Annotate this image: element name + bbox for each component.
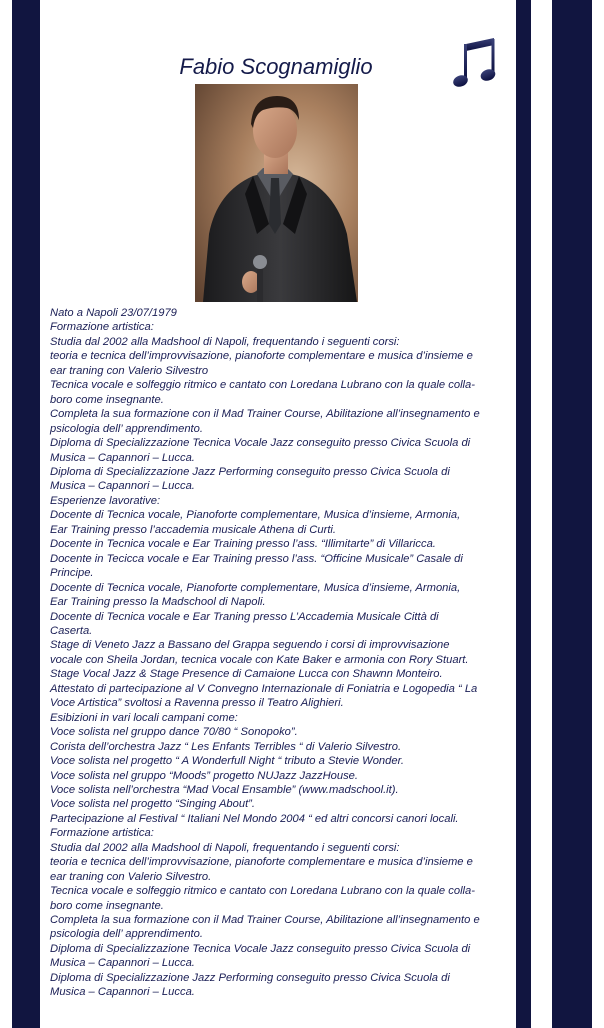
right-border-band-outer bbox=[552, 0, 592, 1028]
left-border-band bbox=[12, 0, 40, 1028]
page-title: Fabio Scognamiglio bbox=[179, 54, 373, 79]
music-note-icon bbox=[452, 36, 498, 88]
portrait-photo bbox=[195, 84, 358, 302]
right-border-band-inner bbox=[516, 0, 531, 1028]
biography-text: Nato a Napoli 23/07/1979 Formazione artistica: Studia dal 2002 alla Madshool di Napoli, frequentando i seguenti corsi: teoria e tecnica dell’improvvisazione, pianoforte complementare e musica d’insieme e ear traning con Valerio Silvestro Tecnica vocale e solfeggio ritmico e cantato con Loredana Lubrano con la quale colla- boro come insegnante. Completa la sua formazione con il Mad Trainer Course, Abilitazione all’insegnamento e psicologia dell’ apprendimento. Diploma di Specializzazione Tecnica Vocale Jazz conseguito presso Civica Scuola di Musica – Capannori – Lucca. Diploma di Specializzazione Jazz Performing conseguito presso Civica Scuola di Musica – Capannori – Lucca. Esperienze lavorative: Docente di Tecnica vocale, Pianoforte complementare, Musica d’insieme, Armonia, Ear Training presso l’accademia musicale Athena di Curti. Docente in Tecnica vocale e Ear Training presso l’ass. “Illimitarte” di Villaricca. Docente in Tecicca vocale e Ear Training presso l’ass. “Officine Musicale” Casale di Principe. Docente di Tecnica vocale, Pianoforte complementare, Musica d’insieme, Armonia, Ear Training presso la Madschool di Napoli. Docente di Tecnica vocale e Ear Traning presso L’Accademia Musicale Città di Caserta. Stage di Veneto Jazz a Bassano del Grappa seguendo i corsi di improvvisazione vocale con Sheila Jordan, tecnica vocale con Kate Baker e armonia con Rory Stuart. Stage Vocal Jazz & Stage Presence di Camaione Lucca con Shawnn Monteiro. Attestato di partecipazione al V Convegno Internazionale di Foniatria e Logopedia “ La Voce Artistica” svoltosi a Ravenna presso il Teatro Alighieri. Esibizioni in vari locali campani come: Voce solista nel gruppo dance 70/80 “ Sonopoko”. Corista dell’orchestra Jazz “ Les Enfants Terribles “ di Valerio Silvestro. Voce solista nel progetto “ A Wonderfull Night “ tributo a Stevie Wonder. Voce solista nel gruppo “Moods” progetto NUJazz JazzHouse. Voce solista nell’orchestra “Mad Vocal Ensamble” (www.madschool.it). Voce solista nel progetto “Singing About”. Partecipazione al Festival “ Italiani Nel Mondo 2004 “ ed altri concorsi canori locali. Formazione artistica: Studia dal 2002 alla Madshool di Napoli, frequentando i seguenti corsi: teoria e tecnica dell’improvvisazione, pianoforte complementare e musica d’insieme e ear traning con Valerio Silvestro. Tecnica vocale e solfeggio ritmico e cantato con Loredana Lubrano con la quale colla- boro come insegnante. Completa la sua formazione con il Mad Trainer Course, Abilitazione all’insegnamento e psicologia dell’ apprendimento. Diploma di Specializzazione Tecnica Vocale Jazz conseguito presso Civica Scuola di Musica – Capannori – Lucca. Diploma di Specializzazione Jazz Performing conseguito presso Civica Scuola di Musica – Capannori – Lucca. bbox=[50, 307, 480, 999]
